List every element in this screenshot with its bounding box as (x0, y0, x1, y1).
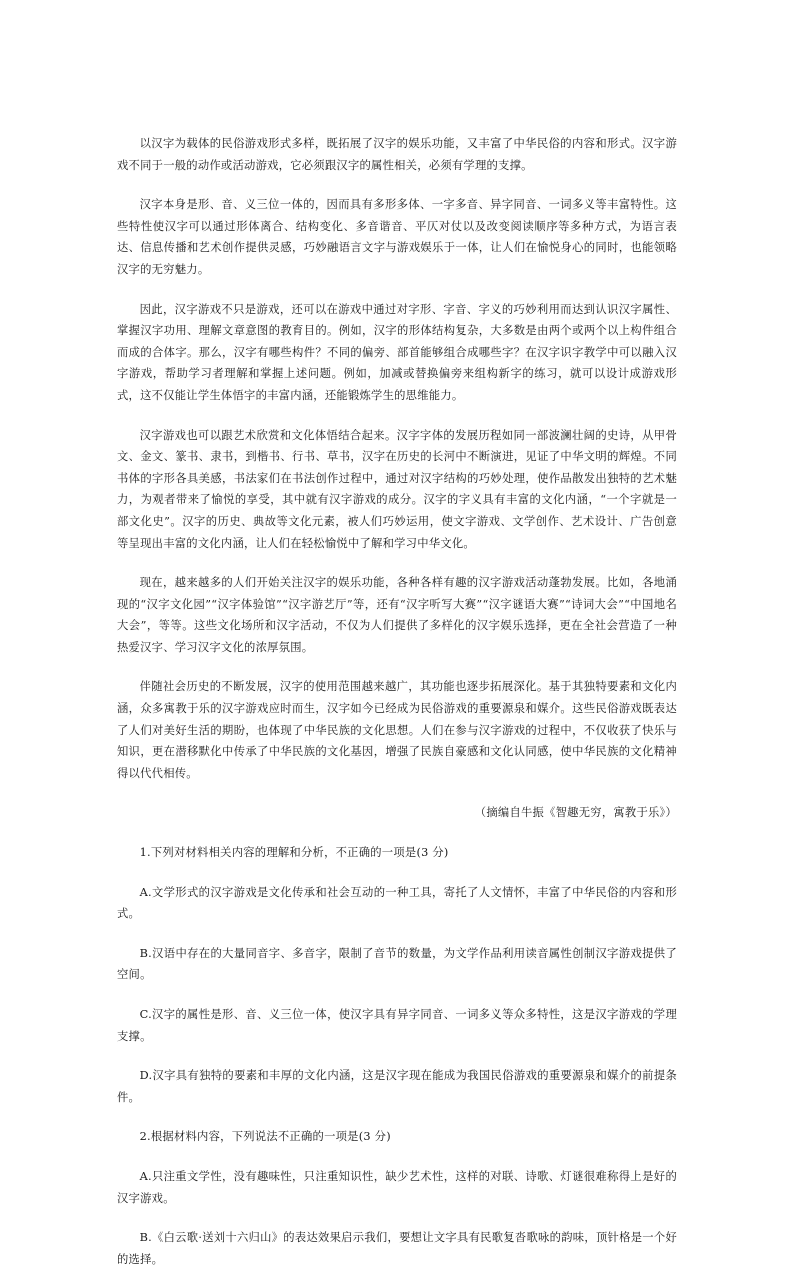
question-2-option-b: B.《白云歌·送刘十六归山》的表达效果启示我们，要想让文字具有民歌复沓歌咏的韵味，顶针格是一个好的选择。 (117, 1231, 677, 1266)
question-1-option-a: A.文学形式的汉字游戏是文化传承和社会互动的一种工具，寄托了人文情怀，丰富了中华民俗的内容和形式。 (117, 885, 677, 921)
article-paragraph-5: 现在，越来越多的人们开始关注汉字的娱乐功能，各种各样有趣的汉字游戏活动蓬勃发展。比如，各地涌现的“汉字文化园”“汉字体验馆”“汉字游艺厅”等，还有“汉字听写大赛”“汉字谜语大赛”“诗词大会”“中国地名大会”，等等。这些文化场所和汉字活动，不仅为人们提供了多样化的汉字娱乐选择，更在全社会营造了一种热爱汉字、学习汉字文化的浓厚氛围。 (117, 576, 677, 654)
question-1-stem: 1.下列对材料相关内容的理解和分析，不正确的一项是(3 分) (139, 846, 449, 860)
article-source: （摘编自牛振《智趣无穷，寓教于乐》） (474, 806, 677, 820)
question-1-option-d: D.汉字具有独特的要素和丰厚的文化内涵，这是汉字现在能成为我国民俗游戏的重要源泉和媒介的前提条件。 (117, 1069, 677, 1104)
exam-page (117, 133, 677, 1288)
article-paragraph-4: 汉字游戏也可以跟艺术欣赏和文化体悟结合起来。汉字字体的发展历程如同一部波澜壮阔的史诗，从甲骨文、金文、篆书、隶书，到楷书、行书、草书，汉字在历史的长河中不断演进，见证了中华文明的辉煌。不同书体的字形各具美感，书法家们在书法创作过程中，通过对汉字结构的巧妙处理，使作品散发出独特的艺术魅力，为观者带来了愉悦的享受，其中就有汉字游戏的成分。汉字的字义具有丰富的文化内涵，“一个字就是一部文化史”。汉字的历史、典故等文化元素，被人们巧妙运用，使文字游戏、文学创作、艺术设计、广告创意等呈现出丰富的文化内涵，让人们在轻松愉悦中了解和学习中华文化。 (117, 428, 677, 550)
article-paragraph-6: 伴随社会历史的不断发展，汉字的使用范围越来越广，其功能也逐步拓展深化。基于其独特要素和文化内涵，众多寓教于乐的汉字游戏应时而生，汉字如今已经成为民俗游戏的重要源泉和媒介。这些民俗游戏既表达了人们对美好生活的期盼，也体现了中华民族的文化思想。人们在参与汉字游戏的过程中，不仅收获了快乐与知识，更在潜移默化中传承了中华民族的文化基因，增强了民族自豪感和文化认同感，使中华民族的文化精神得以代代相传。 (117, 680, 677, 780)
question-2-stem: 2.根据材料内容，下列说法不正确的一项是(3 分) (139, 1130, 391, 1144)
question-1-option-b: B.汉语中存在的大量同音字、多音字，限制了音节的数量，为文学作品利用读音属性创制汉字游戏提供了空间。 (117, 946, 677, 982)
question-1 (117, 842, 677, 1108)
question-2 (117, 1126, 677, 1270)
article-paragraph-2: 汉字本身是形、音、义三位一体的，因而具有多形多体、一字多音、异字同音、一词多义等丰富特性。这些特性使汉字可以通过形体离合、结构变化、多音谐音、平仄对仗以及改变阅读顺序等多种方式，为语言表达、信息传播和艺术创作提供灵感，巧妙融语言文字与游戏娱乐于一体，让人们在愉悦身心的同时，也能领略汉字的无穷魅力。 (117, 198, 677, 276)
article-paragraph-1: 以汉字为载体的民俗游戏形式多样，既拓展了汉字的娱乐功能，又丰富了中华民俗的内容和形式。汉字游戏不同于一般的动作或活动游戏，它必须跟汉字的属性相关，必须有学理的支撑。 (117, 137, 677, 172)
article-paragraph-3: 因此，汉字游戏不只是游戏，还可以在游戏中通过对字形、字音、字义的巧妙利用而达到认识汉字属性、掌握汉字功用、理解文章意图的教育目的。例如，汉字的形体结构复杂，大多数是由两个或两个以上构件组合而成的合体字。那么，汉字有哪些构件？不同的偏旁、部首能够组合成哪些字？在汉字识字教学中可以融入汉字游戏，帮助学习者理解和掌握上述问题。例如，加减或替换偏旁来组构新字的练习，就可以设计成游戏形式，这不仅能让学生体悟字的丰富内涵，还能锻炼学生的思维能力。 (117, 302, 677, 402)
question-1-option-c: C.汉字的属性是形、音、义三位一体，使汉字具有异字同音、一词多义等众多特性，这是汉字游戏的学理支撑。 (117, 1008, 677, 1043)
question-2-option-a: A.只注重文学性，没有趣味性，只注重知识性，缺少艺术性，这样的对联、诗歌、灯谜很难称得上是好的汉字游戏。 (117, 1169, 677, 1205)
